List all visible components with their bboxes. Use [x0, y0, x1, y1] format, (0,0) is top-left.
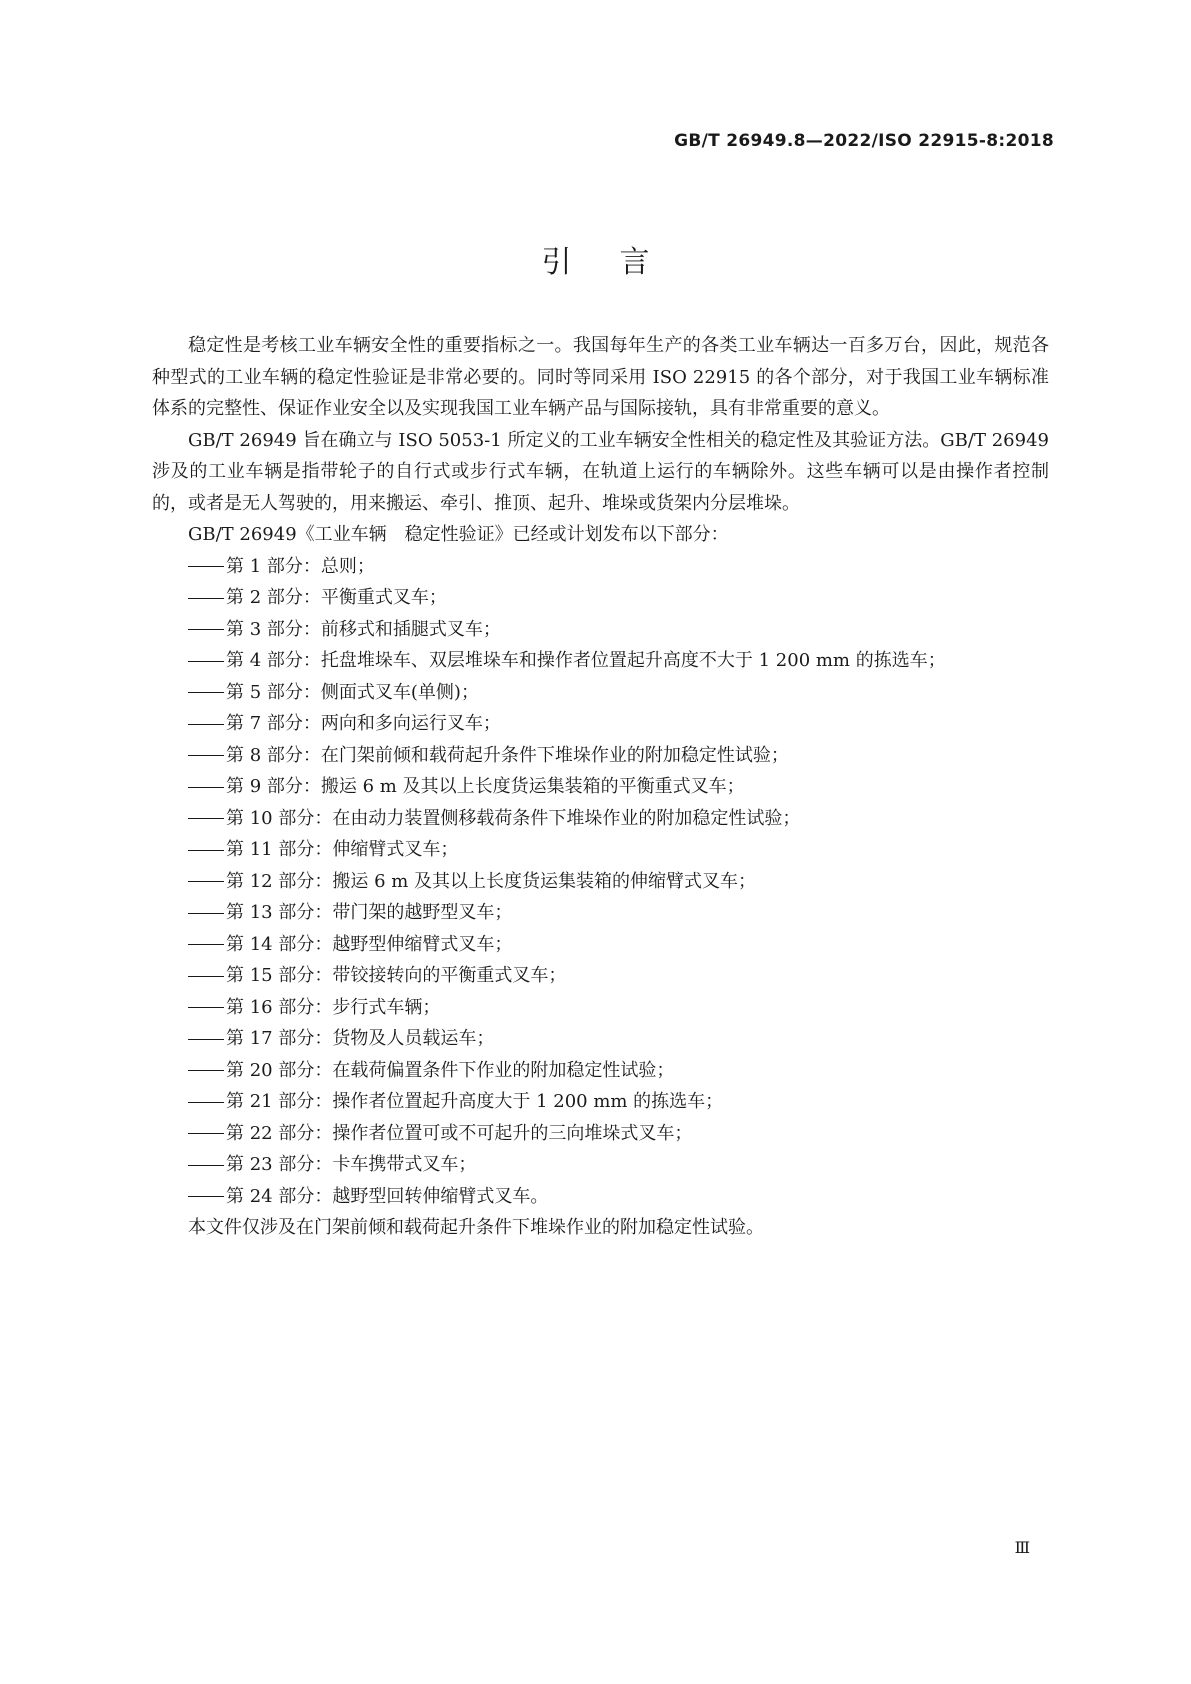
- intro-paragraph-3: GB/T 26949《工业车辆 稳定性验证》已经或计划发布以下部分：: [188, 524, 729, 545]
- dash-mark: [188, 1165, 224, 1166]
- dash-mark: [188, 1102, 224, 1103]
- list-item: 第 22 部分：操作者位置可或不可起升的三向堆垛式叉车；: [152, 1118, 1049, 1150]
- list-item: 第 12 部分：搬运 6 m 及其以上长度货运集装箱的伸缩臂式叉车；: [152, 866, 1049, 898]
- dash-mark: [188, 881, 224, 882]
- dash-mark: [188, 944, 224, 945]
- dash-mark: [188, 661, 224, 662]
- dash-mark: [188, 598, 224, 599]
- list-item: 第 14 部分：越野型伸缩臂式叉车；: [152, 929, 1049, 961]
- dash-mark: [188, 1196, 224, 1197]
- list-item: 第 3 部分：前移式和插腿式叉车；: [152, 614, 1049, 646]
- intro-paragraph-2: GB/T 26949 旨在确立与 ISO 5053-1 所定义的工业车辆安全性相关的稳定性及其验证方法。GB/T 26949 涉及的工业车辆是指带轮子的自行式或步行式车辆，在轨道上运行的车辆除外。这些车辆可以是由操作者控制的，或者是无人驾驶的，用来搬运、牵引、推顶、起升、堆垛或货架内分层堆垛。: [152, 429, 1049, 514]
- dash-mark: [188, 1007, 224, 1008]
- introduction-body: [152, 330, 1049, 1244]
- dash-mark: [188, 787, 224, 788]
- dash-mark: [188, 1133, 224, 1134]
- list-item: 第 15 部分：带铰接转向的平衡重式叉车；: [152, 960, 1049, 992]
- dash-mark: [188, 818, 224, 819]
- list-item: 第 20 部分：在载荷偏置条件下作业的附加稳定性试验；: [152, 1055, 1049, 1087]
- list-item: 第 1 部分：总则；: [152, 551, 1049, 583]
- list-item: 第 9 部分：搬运 6 m 及其以上长度货运集装箱的平衡重式叉车；: [152, 771, 1049, 803]
- list-item: 第 2 部分：平衡重式叉车；: [152, 582, 1049, 614]
- list-item: 第 4 部分：托盘堆垛车、双层堆垛车和操作者位置起升高度不大于 1 200 mm 的拣选车；: [152, 645, 1049, 677]
- standard-code-header: GB/T 26949.8—2022/ISO 22915-8:2018: [674, 131, 1054, 151]
- list-item: 第 7 部分：两向和多向运行叉车；: [152, 708, 1049, 740]
- dash-mark: [188, 566, 224, 567]
- dash-mark: [188, 976, 224, 977]
- list-item: 第 24 部分：越野型回转伸缩臂式叉车。: [152, 1181, 1049, 1213]
- list-item: 第 5 部分：侧面式叉车(单侧)；: [152, 677, 1049, 709]
- list-item: 第 8 部分：在门架前倾和载荷起升条件下堆垛作业的附加稳定性试验；: [152, 740, 1049, 772]
- list-item: 第 21 部分：操作者位置起升高度大于 1 200 mm 的拣选车；: [152, 1086, 1049, 1118]
- list-item: 第 23 部分：卡车携带式叉车；: [152, 1149, 1049, 1181]
- parts-list: [152, 551, 1049, 1213]
- page-title: 引言: [541, 245, 698, 280]
- intro-paragraph-1: 稳定性是考核工业车辆安全性的重要指标之一。我国每年生产的各类工业车辆达一百多万台，因此，规范各种型式的工业车辆的稳定性验证是非常必要的。同时等同采用 ISO 22915 的各个部分，对于我国工业车辆标准体系的完整性、保证作业安全以及实现我国工业车辆产品与国际接轨，具有非常重要的意义。: [152, 335, 1049, 419]
- list-item: 第 13 部分：带门架的越野型叉车；: [152, 897, 1049, 929]
- dash-mark: [188, 629, 224, 630]
- dash-mark: [188, 913, 224, 914]
- page-number: Ⅲ: [1014, 1538, 1030, 1557]
- dash-mark: [188, 1039, 224, 1040]
- dash-mark: [188, 850, 224, 851]
- list-item: 第 11 部分：伸缩臂式叉车；: [152, 834, 1049, 866]
- dash-mark: [188, 724, 224, 725]
- dash-mark: [188, 755, 224, 756]
- list-item: 第 16 部分：步行式车辆；: [152, 992, 1049, 1024]
- closing-paragraph: 本文件仅涉及在门架前倾和载荷起升条件下堆垛作业的附加稳定性试验。: [188, 1217, 764, 1238]
- list-item: 第 17 部分：货物及人员载运车；: [152, 1023, 1049, 1055]
- dash-mark: [188, 1070, 224, 1071]
- list-item: 第 10 部分：在由动力装置侧移载荷条件下堆垛作业的附加稳定性试验；: [152, 803, 1049, 835]
- dash-mark: [188, 692, 224, 693]
